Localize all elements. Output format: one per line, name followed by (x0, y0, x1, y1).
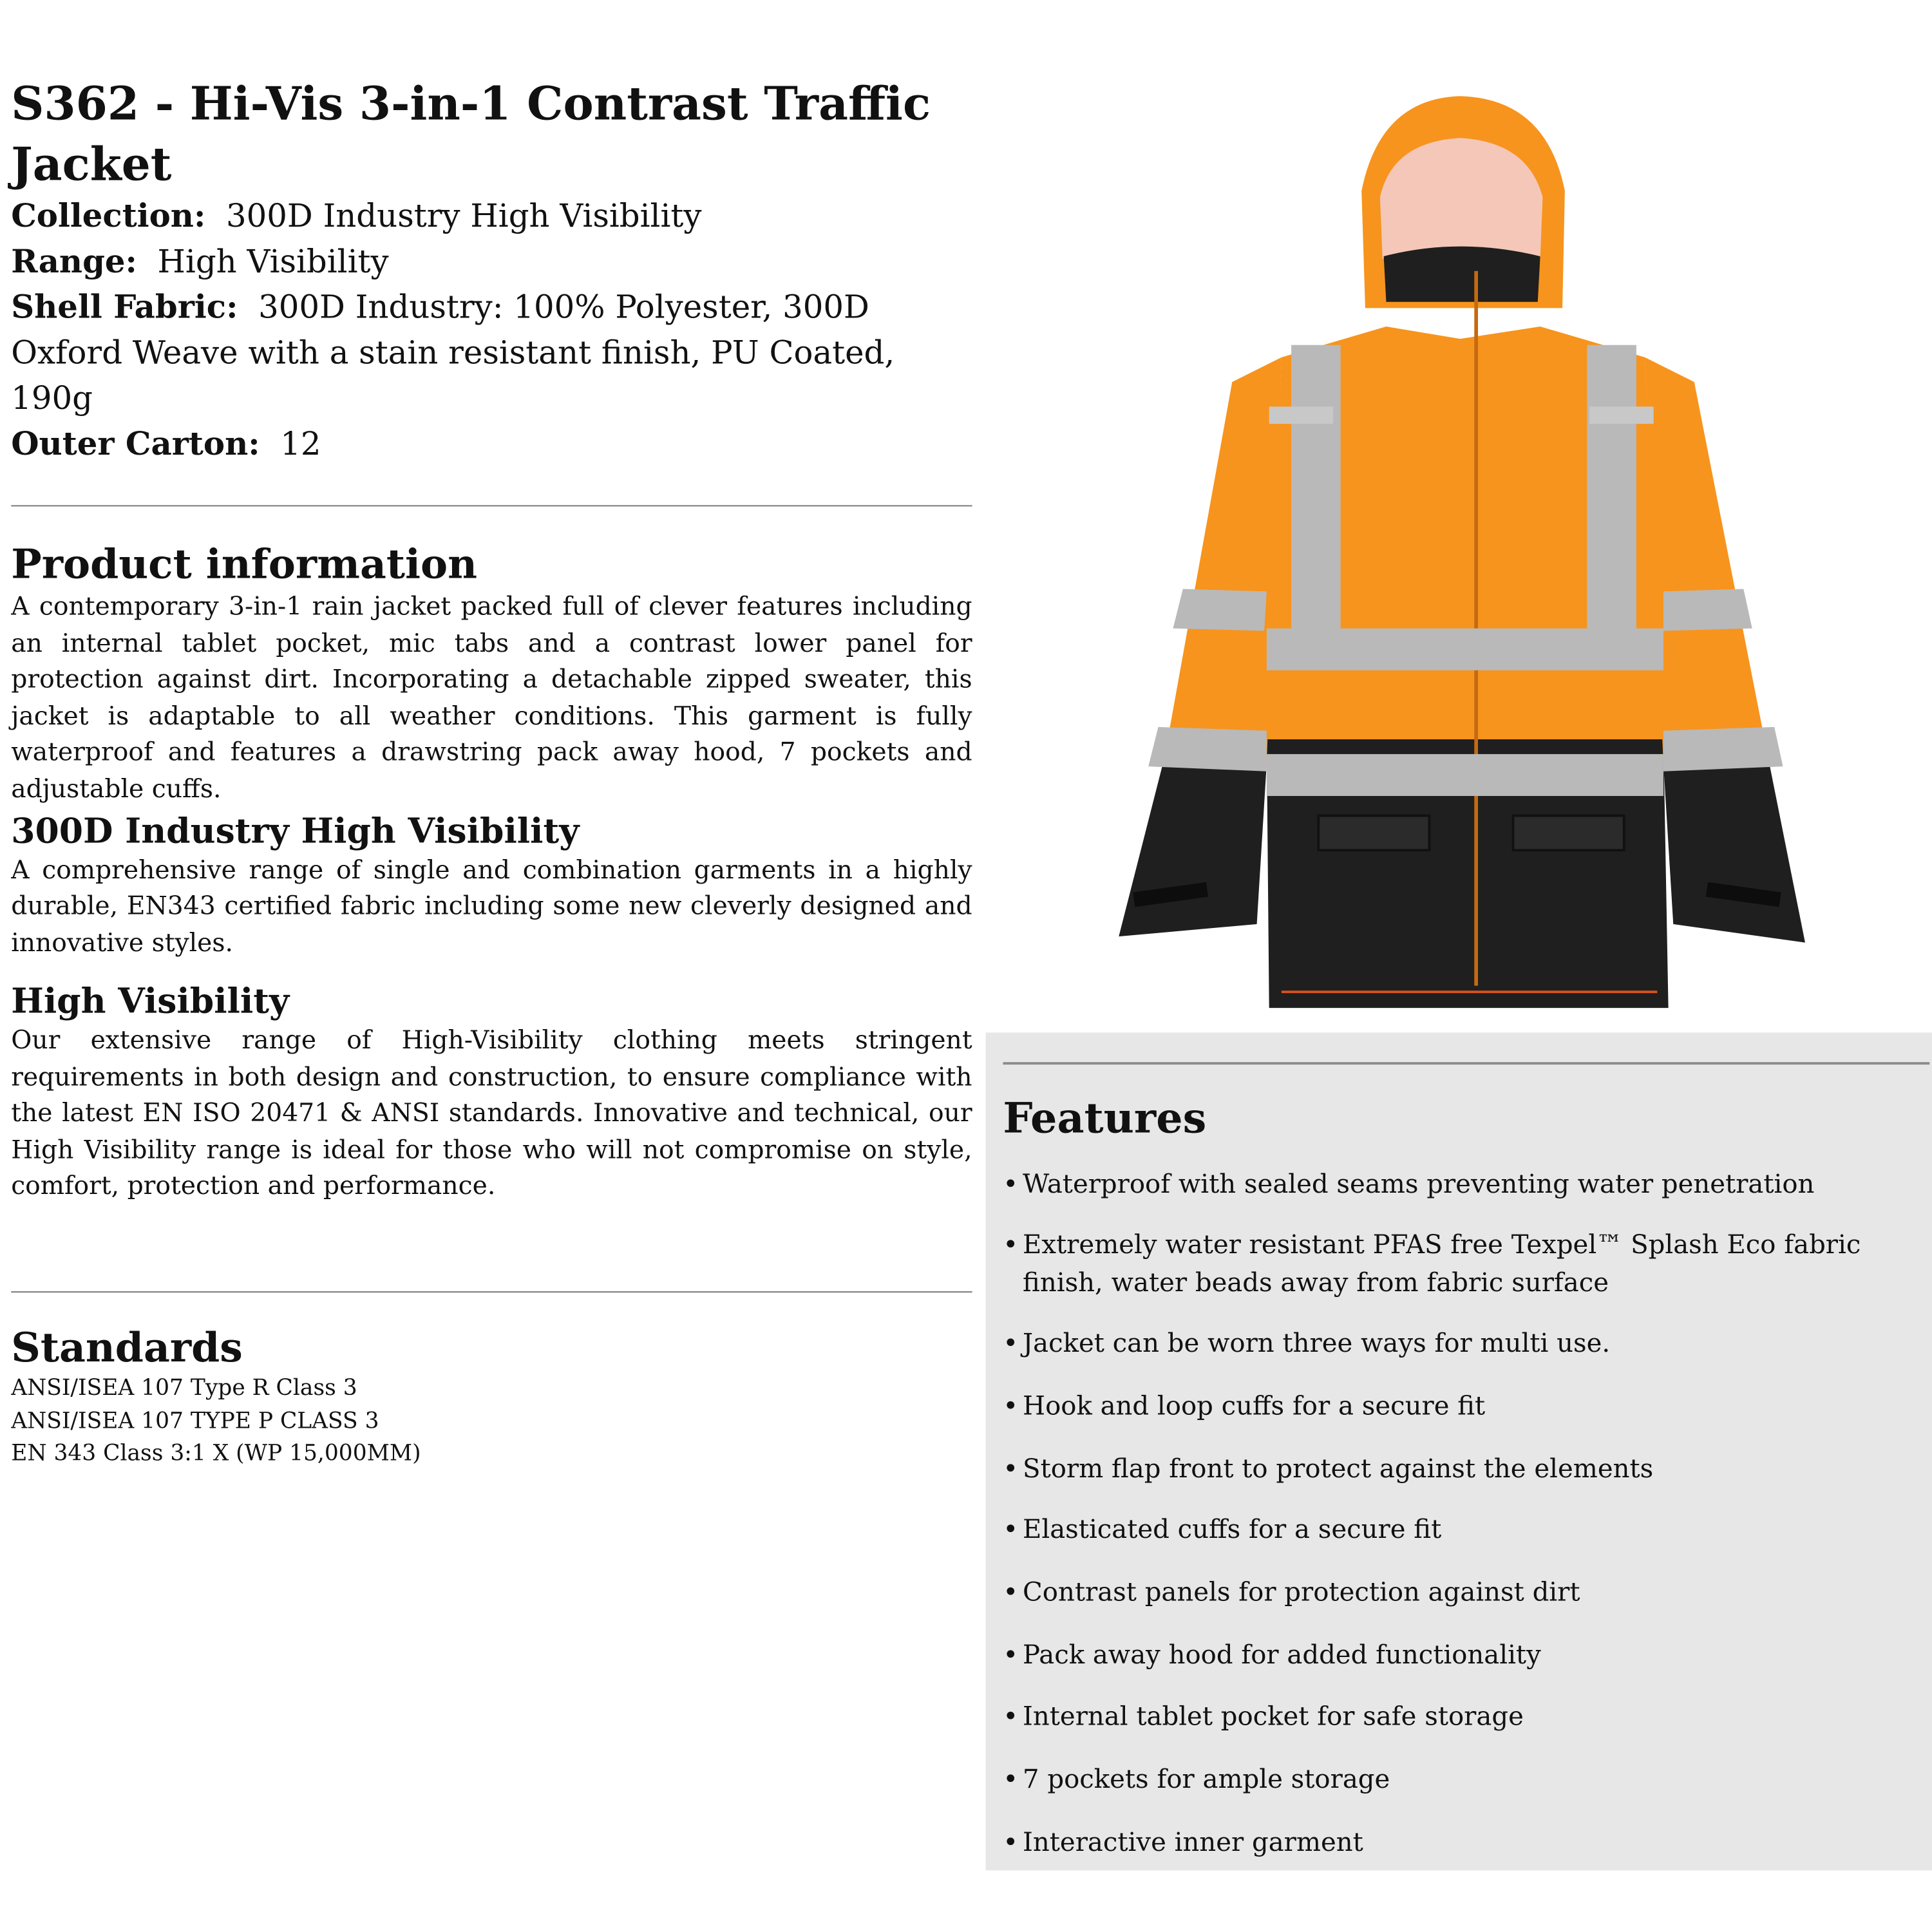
feature-text: Contrast panels for protection against dirt (1023, 1577, 1580, 1607)
range-text: Our extensive range of High-Visibility clothing meets stringent requirements in both design and construction, to ensure compliance with the latest EN ISO 20471 & ANSI standards. Innovative and technical, our High Visibility range is ideal for those who will not compromise on style, comfort, protection and performance. (11, 1025, 972, 1201)
product-information-section (11, 540, 972, 961)
feature-item (1003, 1450, 1927, 1488)
feature-text: Extremely water resistant PFAS free Texpel™ Splash Eco fabric finish, water beads away from fabric surface (1023, 1229, 1861, 1298)
feature-text: 7 pockets for ample storage (1023, 1764, 1390, 1794)
range-heading: High Visibility (11, 980, 290, 1022)
spec-value: High Visibility (157, 243, 389, 281)
bullet: • (1003, 1764, 1019, 1794)
bullet: • (1003, 1640, 1019, 1670)
features-panel (986, 1032, 1932, 1870)
divider (1003, 1062, 1929, 1065)
spec-value: 300D Industry High Visibility (225, 198, 702, 236)
spec-shell-fabric (11, 286, 972, 422)
feature-text: Internal tablet pocket for safe storage (1023, 1701, 1524, 1732)
collection-text: A comprehensive range of single and combination garments in a highly durable, EN343 certified fabric including some new cleverly designed and innovative styles. (11, 854, 972, 958)
bullet: • (1003, 1229, 1019, 1260)
feature-item (1003, 1166, 1927, 1204)
spec-label: Shell Fabric: (11, 289, 238, 327)
spec-value: 300D Industry: 100% Polyester, 300D Oxford Weave with a stain resistant finish, PU Coated, 190g (11, 289, 895, 418)
divider (11, 505, 972, 506)
feature-item (1003, 1573, 1927, 1611)
standards-section (11, 1323, 972, 1471)
standard-item: ANSI/ISEA 107 Type R Class 3 (11, 1375, 357, 1401)
feature-text: Jacket can be worn three ways for multi use. (1023, 1328, 1611, 1358)
feature-item (1003, 1698, 1927, 1736)
product-title: S362 - Hi-Vis 3-in-1 Contrast Traffic Jacket (11, 76, 931, 191)
standard-item: ANSI/ISEA 107 TYPE P CLASS 3 (11, 1407, 379, 1434)
features-list (1003, 1166, 1927, 1862)
jacket-image (1084, 74, 1836, 1029)
bullet: • (1003, 1454, 1019, 1484)
feature-item (1003, 1511, 1927, 1549)
bullet: • (1003, 1391, 1019, 1421)
feature-item (1003, 1226, 1927, 1303)
product-header (11, 74, 972, 468)
feature-text: Pack away hood for added functionality (1023, 1640, 1541, 1670)
spec-value: 12 (280, 426, 321, 464)
product-information-heading: Product information (11, 540, 478, 588)
spec-label: Range: (11, 243, 137, 281)
standards-heading: Standards (11, 1323, 243, 1372)
bullet: • (1003, 1514, 1019, 1544)
feature-item (1003, 1387, 1927, 1425)
standard-item: EN 343 Class 3:1 X (WP 15,000MM) (11, 1440, 421, 1466)
feature-text: Interactive inner garment (1023, 1827, 1363, 1857)
collection-heading: 300D Industry High Visibility (11, 810, 580, 851)
product-information-text: A contemporary 3-in-1 rain jacket packed full of clever features including an internal tablet pocket, mic tabs and a contrast lower panel for protection against dirt. Incorporating a detachable zipped sweater, this jacket is adaptable to all weather conditions. This garment is fully waterproof and features a drawstring pack away hood, 7 pockets and adjustable cuffs. (11, 591, 972, 804)
bullet: • (1003, 1577, 1019, 1607)
bullet: • (1003, 1827, 1019, 1857)
feature-item (1003, 1824, 1927, 1862)
feature-item (1003, 1761, 1927, 1799)
feature-text: Hook and loop cuffs for a secure fit (1023, 1391, 1486, 1421)
feature-text: Elasticated cuffs for a secure fit (1023, 1514, 1442, 1544)
feature-text: Storm flap front to protect against the elements (1023, 1454, 1654, 1484)
bullet: • (1003, 1169, 1019, 1199)
spec-range (11, 240, 972, 286)
spec-label: Collection: (11, 198, 206, 236)
feature-item (1003, 1636, 1927, 1674)
bullet: • (1003, 1701, 1019, 1732)
spec-label: Outer Carton: (11, 426, 260, 464)
divider (11, 1291, 972, 1293)
bullet: • (1003, 1328, 1019, 1358)
spec-outer-carton (11, 422, 972, 468)
features-heading: Features (1003, 1094, 1207, 1144)
feature-item (1003, 1325, 1927, 1363)
spec-collection (11, 194, 972, 240)
range-section (11, 981, 972, 1205)
feature-text: Waterproof with sealed seams preventing water penetration (1023, 1169, 1815, 1199)
